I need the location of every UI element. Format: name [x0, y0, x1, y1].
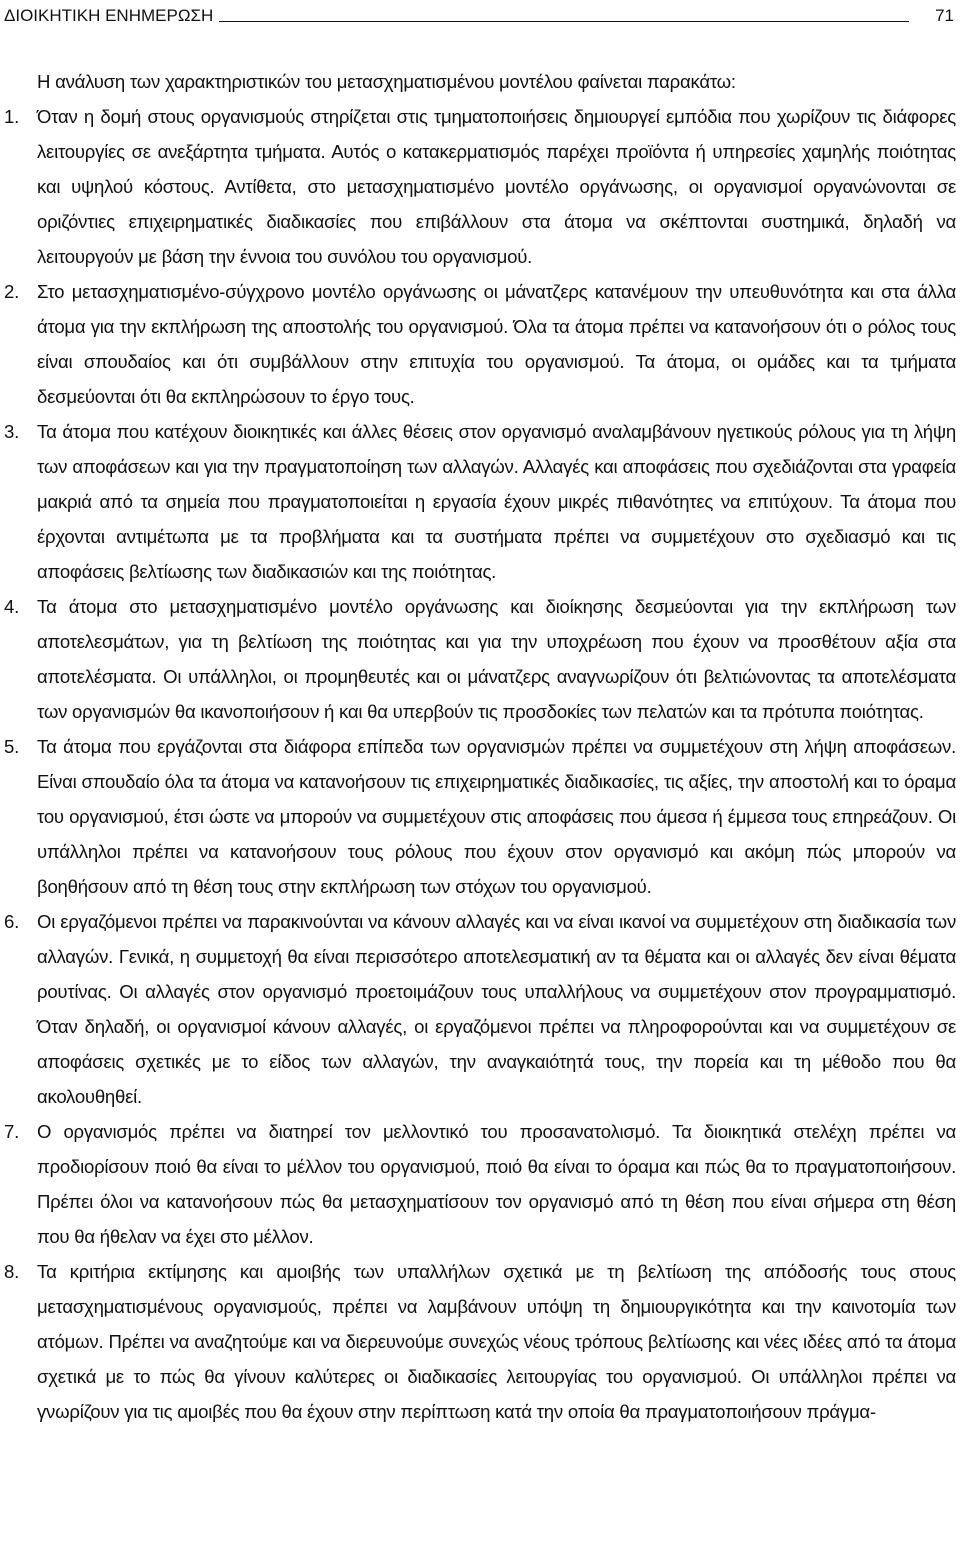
list-item-text: Στο μετασχηματισμένο-σύγχρονο μοντέλο οργάνωσης οι μάνατζερς κατανέμουν την υπευθυνότητα και στα άλλα άτομα για την εκπλήρωση της αποστολής του οργανισμού. Όλα τα άτομα πρέπει να κατανοήσουν ότι ο ρόλος τους είναι σπουδαίος και ότι συμβάλλουν στην επιτυχία του οργανισμού. Τα άτομα, οι ομάδες και τα τμήματα δεσμεύονται ότι θα εκπληρώσουν το έργο τους.: [37, 281, 956, 407]
list-item-text: Όταν η δομή στους οργανισμούς στηρίζεται στις τμηματοποιήσεις δημιουργεί εμπόδια που χωρίζουν τις διάφορες λειτουργίες σε ανεξάρτητα τμήματα. Αυτός ο κατακερματισμός παρέχει προϊόντα ή υπηρεσίες χαμηλής ποιότητας και υψηλού κόστους. Αντίθετα, στο μετασχηματισμένο μοντέλο οργάνωσης, οι οργανισμοί οργανώνονται σε οριζόντιες επιχειρηματικές διαδικασίες που επιβάλλουν στα άτομα να σκέπτονται συστημικά, δηλαδή να λειτουργούν με βάση την έννοια του συνόλου του οργανισμού.: [37, 106, 956, 267]
list-item-6: [4, 904, 956, 1114]
list-item-4: [4, 589, 956, 729]
list-item-7: [4, 1114, 956, 1254]
running-header: [4, 0, 954, 26]
list-item-3: [4, 414, 956, 589]
list-item-number: 2.: [4, 281, 20, 302]
list-item-number: 5.: [4, 736, 20, 757]
list-item-number: 1.: [4, 106, 20, 127]
list-item-text: Τα άτομα που κατέχουν διοικητικές και άλλες θέσεις στον οργανισμό αναλαμβάνουν ηγετικούς ρόλους για τη λήψη των αποφάσεων και για την πραγματοποίηση των αλλαγών. Αλλαγές και αποφάσεις που σχεδιάζονται στα γραφεία μακριά από τα σημεία που πραγματοποιείται η εργασία έχουν μικρές πιθανότητες να επιτύχουν. Τα άτομα που έρχονται αντιμέτωπα με τα προβλήματα και τα συστήματα πρέπει να συμμετέχουν στο σχεδιασμό και τις αποφάσεις βελτίωσης των διαδικασιών και της ποιότητας.: [37, 421, 956, 582]
list-item-1: [4, 99, 956, 274]
body-text: [4, 64, 956, 1429]
list-item-text: Τα άτομα στο μετασχηματισμένο μοντέλο οργάνωσης και διοίκησης δεσμεύονται για την εκπλήρωση των αποτελεσμάτων, για τη βελτίωση της ποιότητας και για την υποχρέωση που έχουν να προσθέτουν αξία στα αποτελέσματα. Οι υπάλληλοι, οι προμηθευτές και οι μάνατζερς αναγνωρίζουν ότι βελτιώνοντας τα αποτελέσματα των οργανισμών θα ικανοποιήσουν ή και θα υπερβούν τις προσδοκίες των πελατών και τα πρότυπα ποιότητας.: [37, 596, 956, 722]
list-item-number: 3.: [4, 421, 20, 442]
list-item-text: Τα κριτήρια εκτίμησης και αμοιβής των υπαλλήλων σχετικά με τη βελτίωση της απόδοσής τους στους μετασχηματισμένους οργανισμούς, πρέπει να λαμβάνουν υπόψη τη δημιουργικότητα και την καινοτομία των ατόμων. Πρέπει να αναζητούμε και να διερευνούμε συνεχώς νέους τρόπους βελτίωσης και νέες ιδέες από τα άτομα σχετικά με το πώς θα γίνουν καλύτερες οι διαδικασίες λειτουργίας του οργανισμού. Οι υπάλληλοι πρέπει να γνωρίζουν για τις αμοιβές που θα έχουν στην περίπτωση κατά την οποία θα πραγματοποιήσουν πράγμα-: [37, 1261, 956, 1422]
intro-paragraph: Η ανάλυση των χαρακτηριστικών του μετασχηματισμένου μοντέλου φαίνεται παρακάτω:: [37, 71, 736, 92]
list-item-8: [4, 1254, 956, 1429]
list-item-number: 7.: [4, 1121, 20, 1142]
list-item-text: Τα άτομα που εργάζονται στα διάφορα επίπεδα των οργανισμών πρέπει να συμμετέχουν στη λήψη αποφάσεων. Είναι σπουδαίο όλα τα άτομα να κατανοήσουν τις επιχειρηματικές διαδικασίες, τις αξίες, την αποστολή και το όραμα του οργανισμού, έτσι ώστε να μπορούν να συμμετέχουν στις αποφάσεις που άμεσα ή έμμεσα τους επηρεάζουν. Οι υπάλληλοι πρέπει να κατανοήσουν τους ρόλους που έχουν στον οργανισμό και ακόμη πώς μπορούν να βοηθήσουν από τη θέση τους στην εκπλήρωση των στόχων του οργανισμού.: [37, 736, 956, 897]
header-rule: [219, 21, 909, 22]
list-item-number: 8.: [4, 1261, 20, 1282]
list-item-text: Οι εργαζόμενοι πρέπει να παρακινούνται να κάνουν αλλαγές και να είναι ικανοί να συμμετέχουν στη διαδικασία των αλλαγών. Γενικά, η συμμετοχή θα είναι περισσότερο αποτελεσματική αν τα θέματα και οι αλλαγές δεν είναι θέματα ρουτίνας. Οι αλλαγές στον οργανισμό προετοιμάζουν τους υπαλλήλους να συμμετέχουν στον προγραμματισμό. Όταν δηλαδή, οι οργανισμοί κάνουν αλλαγές, οι εργαζόμενοι πρέπει να πληροφορούνται και να συμμετέχουν σε αποφάσεις σχετικές με το είδος των αλλαγών, την αναγκαιότητά τους, την πορεία και τη μέθοδο που θα ακολουθηθεί.: [37, 911, 956, 1107]
list-item-2: [4, 274, 956, 414]
page-number: 71: [935, 6, 954, 25]
list-item-5: [4, 729, 956, 904]
header-title: ΔΙΟΙΚΗΤΙΚΗ ΕΝΗΜΕΡΩΣΗ: [4, 6, 214, 25]
list-item-number: 6.: [4, 911, 20, 932]
list-item-text: Ο οργανισμός πρέπει να διατηρεί τον μελλοντικό του προσανατολισμό. Τα διοικητικά στελέχη πρέπει να προδιορίσουν ποιό θα είναι το μέλλον του οργανισμού, ποιό θα είναι το όραμα και πώς θα το πραγματοποιήσουν. Πρέπει όλοι να κατανοήσουν πώς θα μετασχηματίσουν τον οργανισμό από τη θέση που είναι σήμερα στη θέση που θα ήθελαν να έχει στο μέλλον.: [37, 1121, 956, 1247]
list-item-number: 4.: [4, 596, 20, 617]
